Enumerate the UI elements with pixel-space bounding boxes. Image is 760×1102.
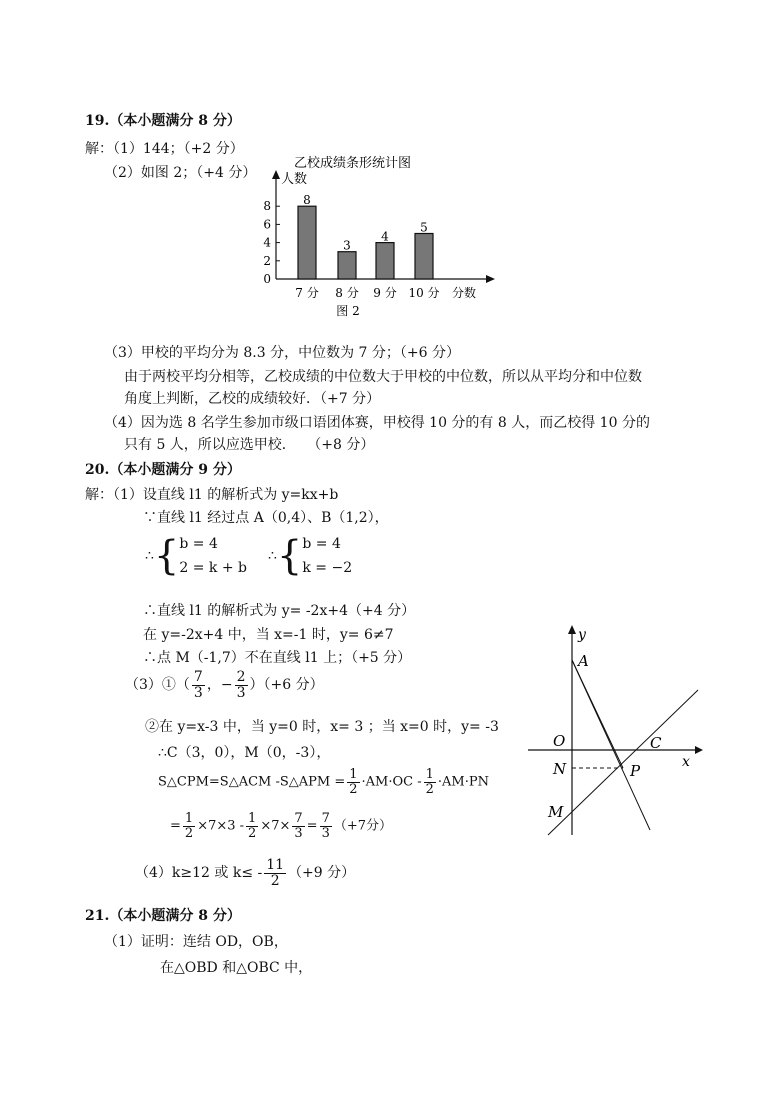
label-n: N (553, 760, 567, 778)
q20-heading: 20.（本小题满分 9 分） (85, 462, 241, 478)
q20-system-2: ∴{b = 4 k = −2 (268, 533, 353, 579)
y-axis-arrow (568, 625, 576, 634)
bar-data-label: 8 (303, 193, 311, 208)
q20-line2: ∵直线 l1 经过点 A（0,4）、B（1,2）， (143, 510, 389, 526)
q19-part4-line2: 只有 5 人，所以应选甲校． （+8 分） (124, 437, 375, 453)
y-tick-label: 8 (263, 199, 271, 214)
x-axis-arrow (695, 746, 703, 754)
line-ap (572, 660, 623, 768)
q20-line4: 在 y=-2x+4 中，当 x=-1 时，y= 6≠7 (143, 627, 394, 643)
q19-part3: （3）甲校的平均分为 8.3 分，中位数为 7 分；（+6 分） (104, 345, 460, 361)
q21-line1: （1）证明：连结 OD，OB， (104, 934, 288, 950)
x-tick-label: 9 分 (373, 286, 397, 300)
q20-line3: ∴直线 l1 的解析式为 y= -2x+4（+4 分） (143, 603, 416, 619)
x-axis-label: 分数 (451, 286, 477, 300)
chart-x-arrow (486, 275, 495, 283)
x-tick-label: 8 分 (335, 286, 359, 300)
bar (338, 252, 356, 279)
y-axis-label: 人数 (281, 172, 308, 187)
coordinate-graph (520, 620, 705, 840)
figure-caption: 图 2 (336, 304, 360, 318)
q20-part4: （4）k≥12 或 k≤ - $\frac{11}{2}$ （+9 分） (135, 857, 356, 889)
label-p: P (630, 762, 641, 780)
q21-line2: 在△OBD 和△OBC 中， (160, 960, 313, 976)
bar (298, 206, 316, 279)
y-tick-label: 2 (263, 253, 271, 268)
chart-y-arrow (272, 170, 280, 179)
chart-title: 乙校成绩条形统计图 (294, 156, 412, 171)
q19-part2: （2）如图 2；（+4 分） (104, 165, 257, 181)
y-tick-label: 0 (263, 272, 271, 286)
q20-part3-1: （3）①（ $\frac{7}{3}$ ，− $\frac{2}{3}$ ）（+6 分） (125, 669, 324, 701)
x-tick-label: 7 分 (295, 286, 319, 300)
label-y: y (578, 627, 586, 643)
q20-area-formula: S△CPM=S△ACM -S△APM = $\frac{1}{2}$ ·AM·OC - $\frac{1}{2}$ ·AM·PN (158, 767, 489, 797)
label-c: C (650, 734, 662, 752)
q20-line5: ∴点 M（-1,7）不在直线 l1 上；（+5 分） (143, 650, 412, 666)
bar-data-label: 4 (381, 229, 389, 244)
label-x: x (682, 754, 690, 770)
q21-heading: 21.（本小题满分 8 分） (85, 908, 241, 924)
q20-line8: ∴C（3，0），M（0，-3）， (158, 745, 331, 761)
q20-system-1: ∴{b = 4 2 = k + b (145, 533, 247, 579)
q19-part1: 解：（1）144；（+2 分） (85, 141, 244, 157)
label-a: A (578, 652, 589, 670)
q20-line1: 解：（1）设直线 l1 的解析式为 y=kx+b (85, 487, 339, 503)
bar (415, 234, 433, 280)
bar-data-label: 5 (420, 220, 428, 235)
label-o: O (553, 732, 566, 750)
q20-part3-2: ②在 y=x-3 中，当 y=0 时，x= 3 ；当 x=0 时，y= -3 (145, 719, 499, 735)
q19-heading: 19.（本小题满分 8 分） (85, 113, 241, 129)
x-tick-label: 10 分 (408, 286, 440, 300)
q19-part3-line2: 由于两校平均分相等，乙校成绩的中位数大于甲校的中位数，所以从平均分和中位数 (124, 369, 642, 385)
bar-data-label: 3 (343, 238, 351, 253)
line-mc (548, 690, 698, 835)
label-m: M (548, 803, 564, 821)
y-tick-label: 6 (263, 217, 271, 232)
q19-part3-line3: 角度上判断，乙校的成绩较好．（+7 分） (124, 391, 381, 407)
y-tick-label: 4 (263, 235, 271, 250)
bar (376, 243, 394, 279)
q20-area-calculation: = $\frac{1}{2}$ ×7×3 - $\frac{1}{2}$ ×7× $\frac{7}{3}$ = $\frac{7}{3}$ （+7分） (170, 811, 393, 841)
bar-chart-figure-2 (250, 150, 510, 325)
q19-part4: （4）因为选 8 名学生参加市级口语团体赛，甲校得 10 分的有 8 人，而乙校得 10 分的 (104, 415, 650, 431)
